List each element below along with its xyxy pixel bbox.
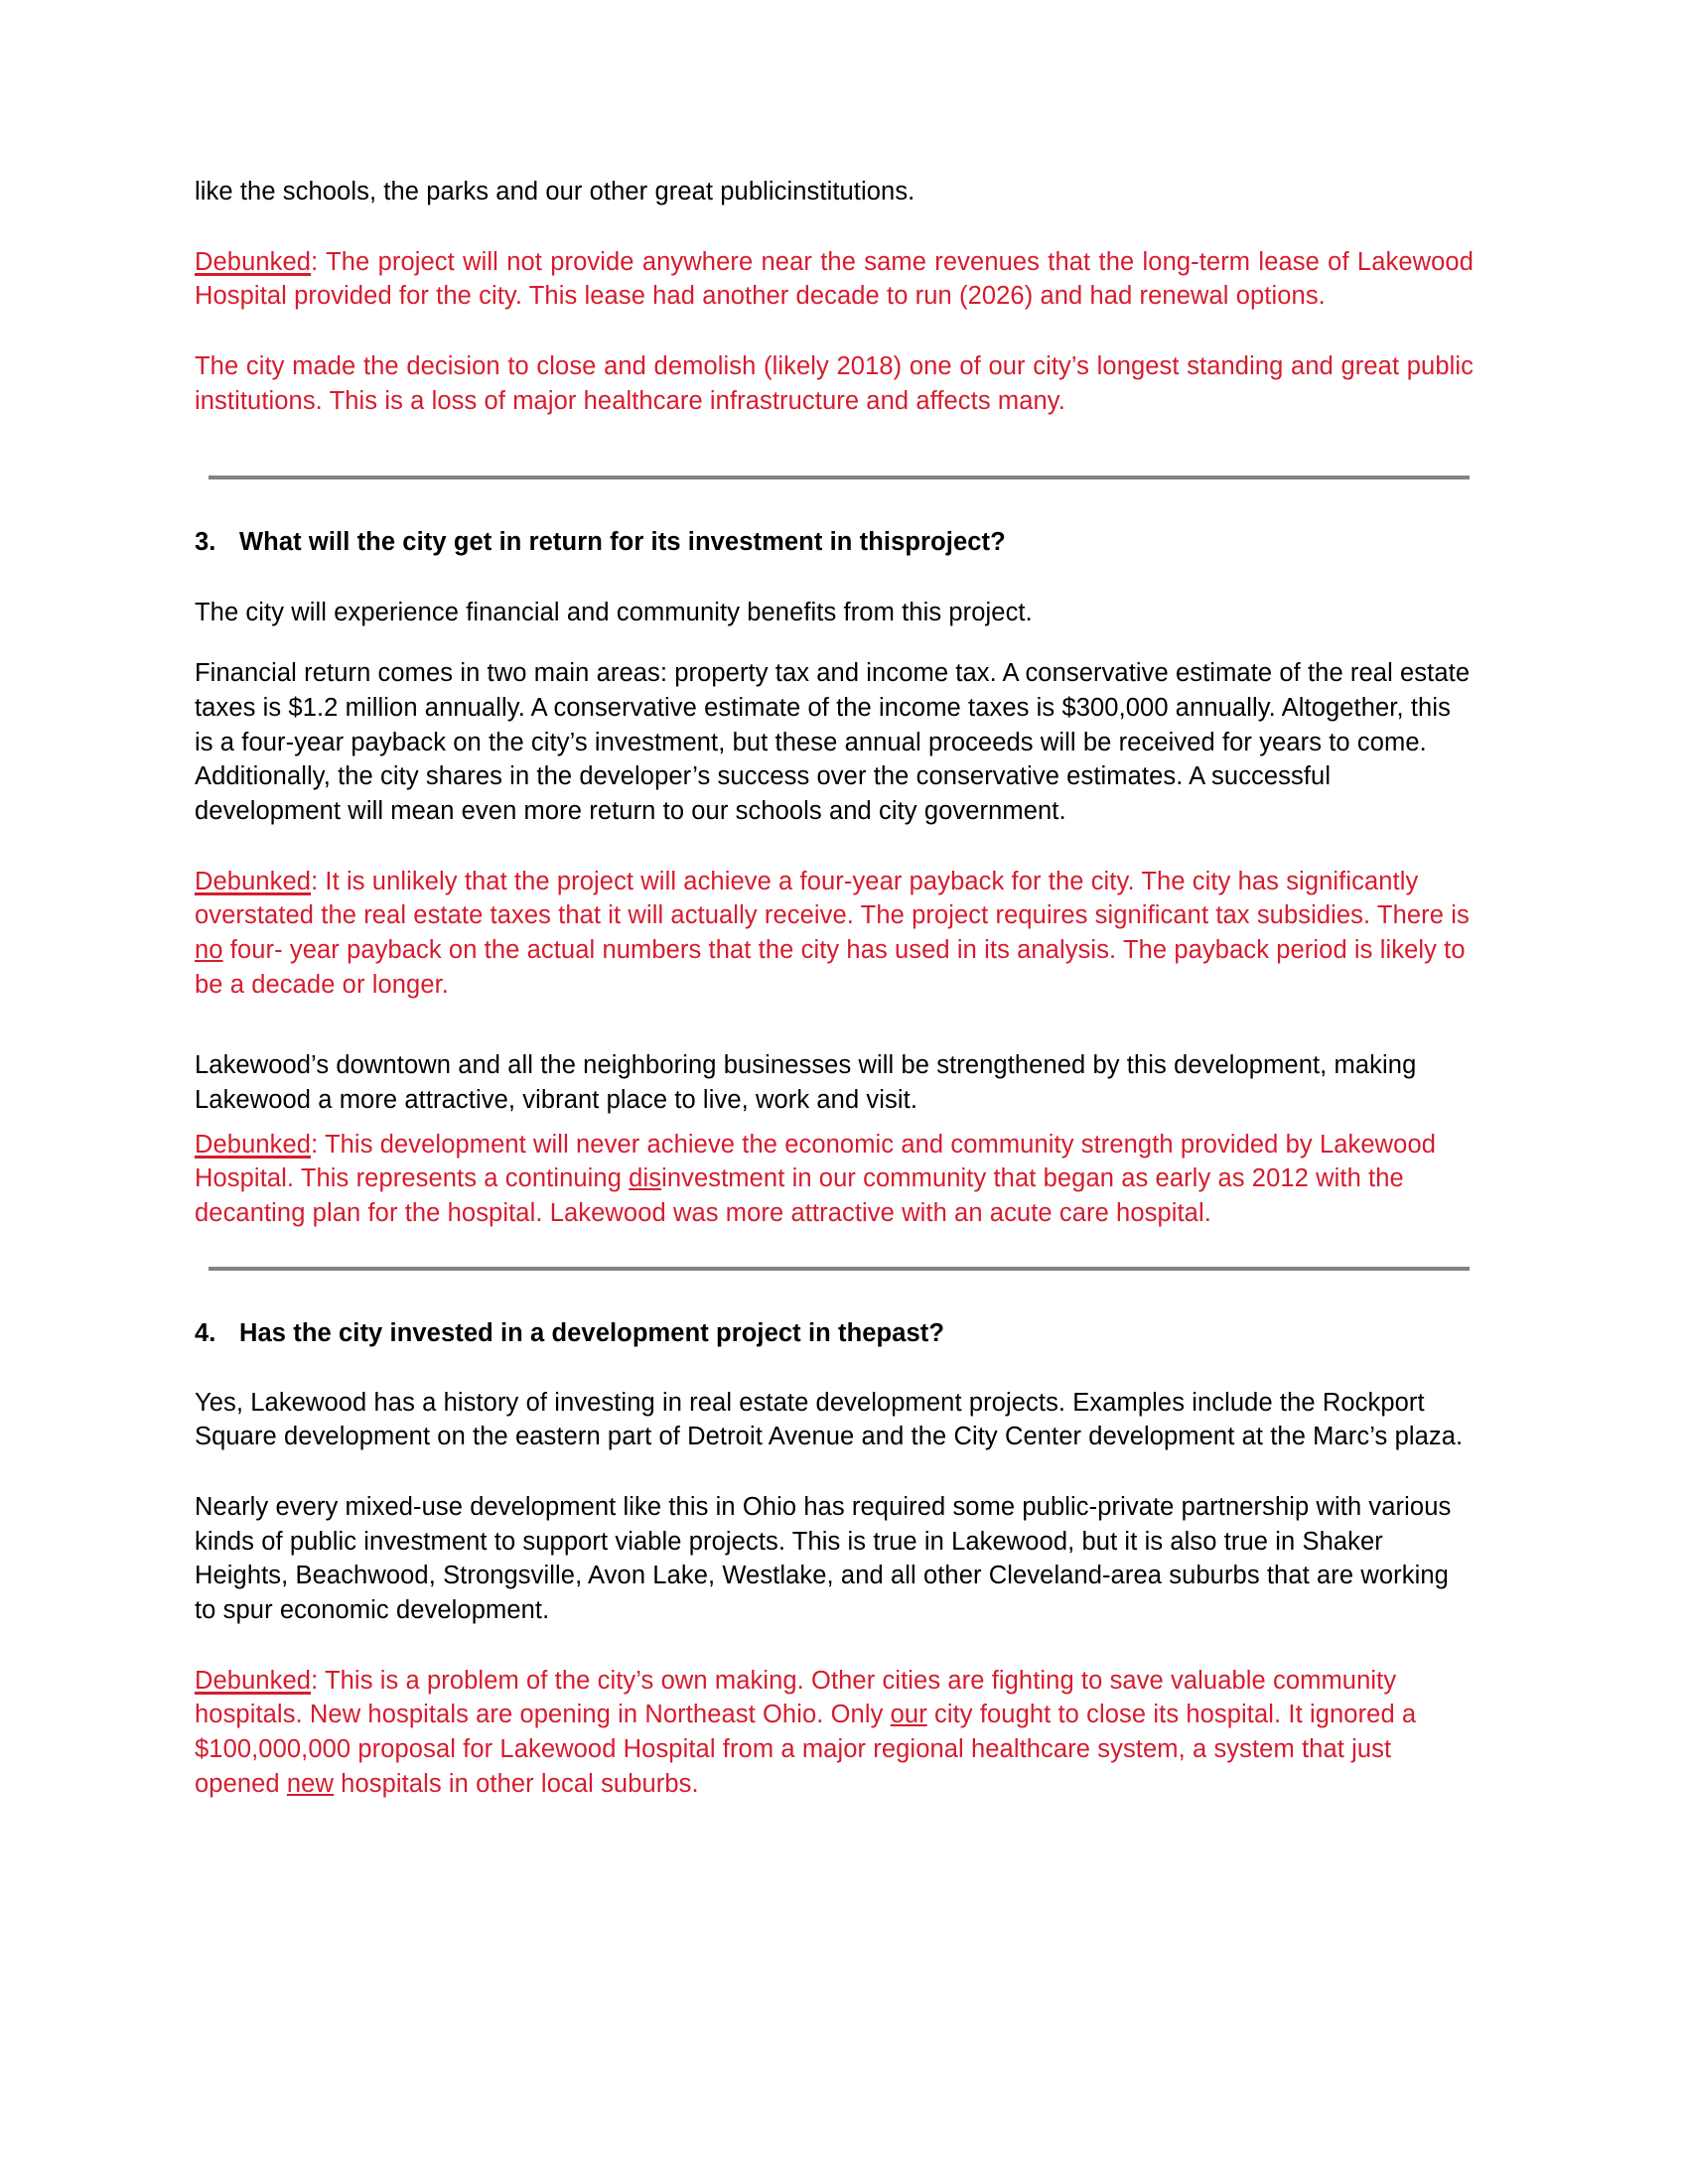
question-3-number: 3. — [195, 528, 216, 557]
spacer — [195, 1271, 1474, 1317]
spacer — [195, 560, 1474, 596]
debunked-label: Debunked — [195, 1130, 312, 1159]
rebuttal-emphasis-new: new — [286, 1769, 334, 1798]
rebuttal-text: The project will not provide anywhere near the same revenues that the long-term lease of Lakewood Hospital provided for the city. This lease had another decade to run (2026) and had renewal options. — [195, 247, 1474, 311]
rebuttal-paragraph-1 — [195, 245, 1474, 314]
debunked-label: Debunked — [195, 247, 312, 276]
rebuttal-text-part-2: investment in our community that began as early as 2012 with the decanting plan for the hospital. Lakewood was more attractive with an acute care hospital. — [195, 1164, 1404, 1227]
spacer — [195, 418, 1474, 476]
question-4-number: 4. — [195, 1318, 216, 1347]
rebuttal-text-part-2: four- year payback on the actual numbers that the city has used in its analysis. The payback period is likely to be a decade or longer. — [195, 935, 1466, 999]
answer-4-history: Yes, Lakewood has a history of investing in real estate development projects. Examples include the Rockport Square development on the eastern part of Detroit Avenue and the City Center development at the Marc’s plaza. — [195, 1388, 1464, 1451]
spacer — [195, 629, 1474, 656]
debunked-label: Debunked — [195, 1666, 312, 1695]
debunked-colon: : — [311, 1130, 319, 1159]
page-content — [195, 175, 1474, 1801]
rebuttal-text-part-2: city fought to close its hospital. It ignored a $100,000,000 proposal for Lakewood Hospital from a major regional healthcare system, a system that just opened — [195, 1701, 1417, 1798]
debunked-colon: : — [311, 867, 319, 895]
rebuttal-emphasis-no: no — [195, 935, 223, 964]
rebuttal-emphasis-dis: dis — [629, 1164, 662, 1193]
rebuttal-text-part-1: This development will never achieve the economic and community strength provided by Lakewood Hospital. This represents a continuing — [195, 1130, 1437, 1193]
question-4-heading — [195, 1317, 1474, 1350]
spacer — [195, 314, 1474, 349]
spacer — [195, 1002, 1474, 1048]
answer-3-downtown: Lakewood’s downtown and all the neighboring businesses will be strengthened by this development, making Lakewood a more attractive, vibrant place to live, work and visit. — [195, 1051, 1417, 1114]
question-4-text: Has the city invested in a development project in thepast? — [239, 1318, 945, 1347]
rebuttal-payback — [195, 865, 1474, 1003]
spacer — [195, 1454, 1474, 1490]
spacer — [195, 829, 1474, 865]
question-3-heading — [195, 526, 1474, 559]
rebuttal-text-part-1: This is a problem of the city’s own making. Other cities are fighting to save valuable community hospitals. New hospitals are opening in Northeast Ohio. Only — [195, 1666, 1397, 1729]
debunked-label: Debunked — [195, 867, 312, 895]
question-3-text: What will the city get in return for its investment in thisproject? — [239, 528, 1006, 557]
spacer — [195, 1231, 1474, 1267]
spacer — [195, 479, 1474, 526]
rebuttal-text-part-1: It is unlikely that the project will achieve a four-year payback for the city. The city has significantly overstated the real estate taxes that it will actually receive. The project requires significant tax subsidies. There is — [195, 867, 1470, 930]
rebuttal-downtown — [195, 1128, 1474, 1231]
debunked-colon: : — [311, 1666, 319, 1695]
answer-4-partnership: Nearly every mixed-use development like this in Ohio has required some public-private partnership with various kinds of public investment to support viable projects. This is true in Lakewood, but it is also true in Shaker Heights, Beachwood, Strongsville, Avon Lake, Westlake, and all other Cleveland-area suburbs that are working to spur economic development. — [195, 1493, 1452, 1625]
rebuttal-paragraph-2: The city made the decision to close and demolish (likely 2018) one of our city’s longest standing and great public institutions. This is a loss of major healthcare infrastructure and affects many. — [195, 352, 1474, 415]
rebuttal-emphasis-our: our — [890, 1701, 927, 1729]
spacer — [195, 209, 1474, 245]
spacer — [195, 1350, 1474, 1386]
answer-3-financial: Financial return comes in two main areas: property tax and income tax. A conservative estimate of the real estate taxes is $1.2 million annually. A conservative estimate of the income taxes is $300,000 annually. Altogether, this is a four-year payback on the city’s investment, but these annual proceeds will be received for years to come. Additionally, the city shares in the developer’s success over the conservative estimates. A successful development will mean even more return to our schools and city government. — [195, 659, 1471, 825]
continued-paragraph: like the schools, the parks and our other great publicinstitutions. — [195, 178, 915, 205]
spacer — [195, 1118, 1474, 1128]
debunked-colon: : — [311, 247, 319, 276]
rebuttal-history — [195, 1664, 1474, 1802]
rebuttal-text-part-3: hospitals in other local suburbs. — [333, 1769, 699, 1798]
spacer — [195, 1628, 1474, 1664]
answer-3-intro: The city will experience financial and community benefits from this project. — [195, 598, 1033, 626]
